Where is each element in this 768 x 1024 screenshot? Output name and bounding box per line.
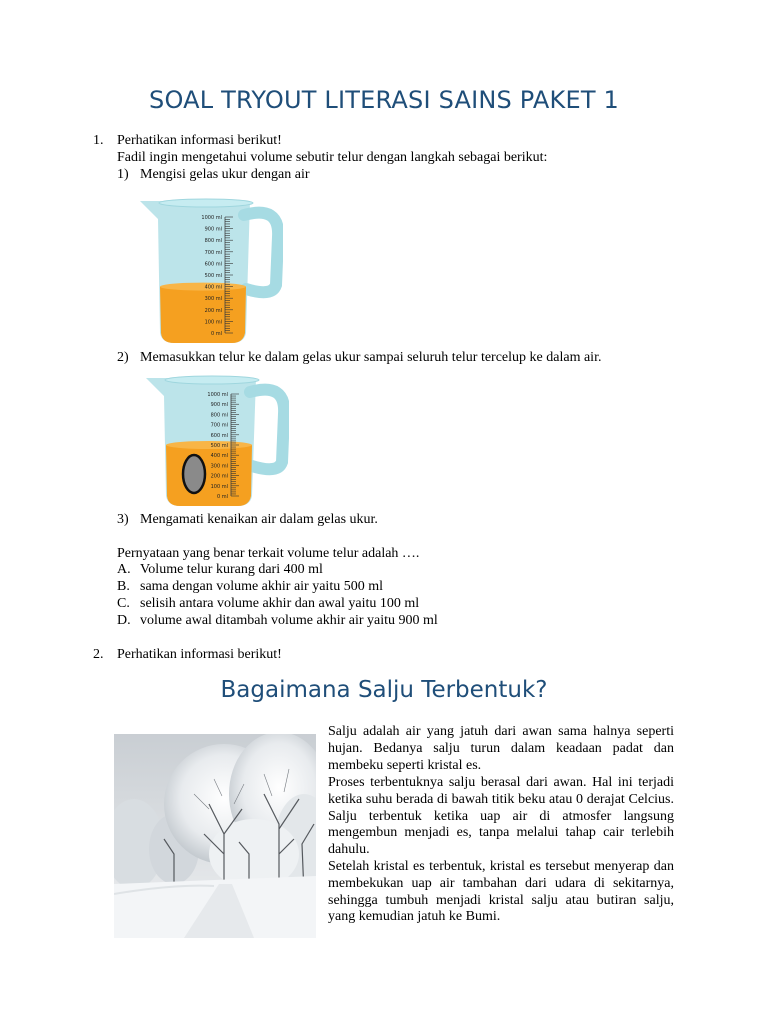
scale-label: 800 ml — [210, 412, 228, 419]
article-paragraph-2: Proses terbentuknya salju berasal dari awan. Hal ini terjadi ketika suhu berada di bawah titik beku atau 0 derajat Celcius. Salju terbentuk ketika uap air di atmosfer langsung mengembun menjadi es, tanpa melalui tahap cair terlebih dahulu. — [328, 775, 674, 858]
page-title: SOAL TRYOUT LITERASI SAINS PAKET 1 — [149, 86, 619, 114]
scale-label: 700 ml — [210, 422, 228, 429]
step-3-number: 3) — [117, 512, 129, 527]
scale-label: 900 ml — [204, 226, 222, 233]
option-c-letter: C. — [117, 596, 130, 611]
step-2-number: 2) — [117, 350, 129, 365]
scale-label: 900 ml — [210, 402, 228, 409]
step-2-text: Memasukkan telur ke dalam gelas ukur sampai seluruh telur tercelup ke dalam air. — [140, 350, 602, 365]
article-paragraph-1: Salju adalah air yang jatuh dari awan sama halnya seperti hujan. Bedanya salju turun dalam keadaan padat dan membeku seperti kristal es. — [328, 724, 674, 773]
snowy-trees-photo — [114, 734, 316, 938]
scale-label: 700 ml — [204, 249, 222, 256]
scale-label: 300 ml — [210, 463, 228, 470]
cup-rim — [159, 199, 253, 207]
scale-label: 500 ml — [204, 273, 222, 279]
step-3-text: Mengamati kenaikan air dalam gelas ukur. — [140, 512, 378, 527]
question-1-stem: Pernyataan yang benar terkait volume telur adalah …. — [117, 546, 420, 561]
scale-label: 400 ml — [204, 284, 222, 291]
option-a-text: Volume telur kurang dari 400 ml — [140, 562, 323, 577]
cup-liquid — [160, 284, 246, 343]
scale-label: 200 ml — [204, 307, 222, 314]
question-2-number: 2. — [93, 647, 104, 662]
scale-label: 100 ml — [204, 319, 222, 326]
scale-label: 0 ml — [216, 494, 228, 500]
scale-label: 200 ml — [210, 473, 228, 480]
liquid-surface — [166, 441, 252, 449]
scale-label: 300 ml — [204, 296, 222, 303]
scale-label: 1000 ml — [201, 215, 222, 221]
option-c-text: selisih antara volume akhir dan awal yaitu 100 ml — [140, 596, 420, 611]
option-b-letter: B. — [117, 579, 130, 594]
measuring-cup-1-illustration — [138, 193, 283, 346]
scale-label: 100 ml — [210, 483, 228, 490]
option-b-text: sama dengan volume akhir air yaitu 500 ml — [140, 579, 383, 594]
liquid-surface — [160, 283, 246, 291]
step-1-number: 1) — [117, 167, 129, 182]
cup-rim — [165, 376, 259, 384]
option-a-letter: A. — [117, 562, 131, 577]
scale-label: 0 ml — [210, 331, 222, 337]
question-1-intro: Perhatikan informasi berikut! — [117, 133, 282, 148]
scale-label: 400 ml — [210, 453, 228, 460]
cup-liquid — [166, 445, 252, 506]
scale-label: 600 ml — [204, 261, 222, 268]
question-2-intro: Perhatikan informasi berikut! — [117, 647, 282, 662]
scale-label: 600 ml — [210, 432, 228, 439]
scale-label: 800 ml — [204, 238, 222, 245]
scale-label: 500 ml — [210, 443, 228, 449]
scale-label: 1000 ml — [207, 392, 228, 398]
article-paragraph-3: Setelah kristal es terbentuk, kristal es tersebut menyerap dan membekukan uap air tambahan dari udara di sekitarnya, sehingga tumbuh menjadi kristal salju atau butiran salju, yang kemudian jatuh ke Bumi. — [328, 859, 674, 925]
option-d-text: volume awal ditambah volume akhir air yaitu 900 ml — [140, 613, 438, 628]
step-1-text: Mengisi gelas ukur dengan air — [140, 167, 310, 182]
question-1-number: 1. — [93, 133, 104, 148]
measuring-cup-2-illustration — [144, 372, 289, 509]
question-1-lead: Fadil ingin mengetahui volume sebutir telur dengan langkah sebagai berikut: — [117, 150, 548, 165]
article-heading: Bagaimana Salju Terbentuk? — [220, 677, 548, 703]
egg-icon — [183, 455, 205, 493]
option-d-letter: D. — [117, 613, 131, 628]
